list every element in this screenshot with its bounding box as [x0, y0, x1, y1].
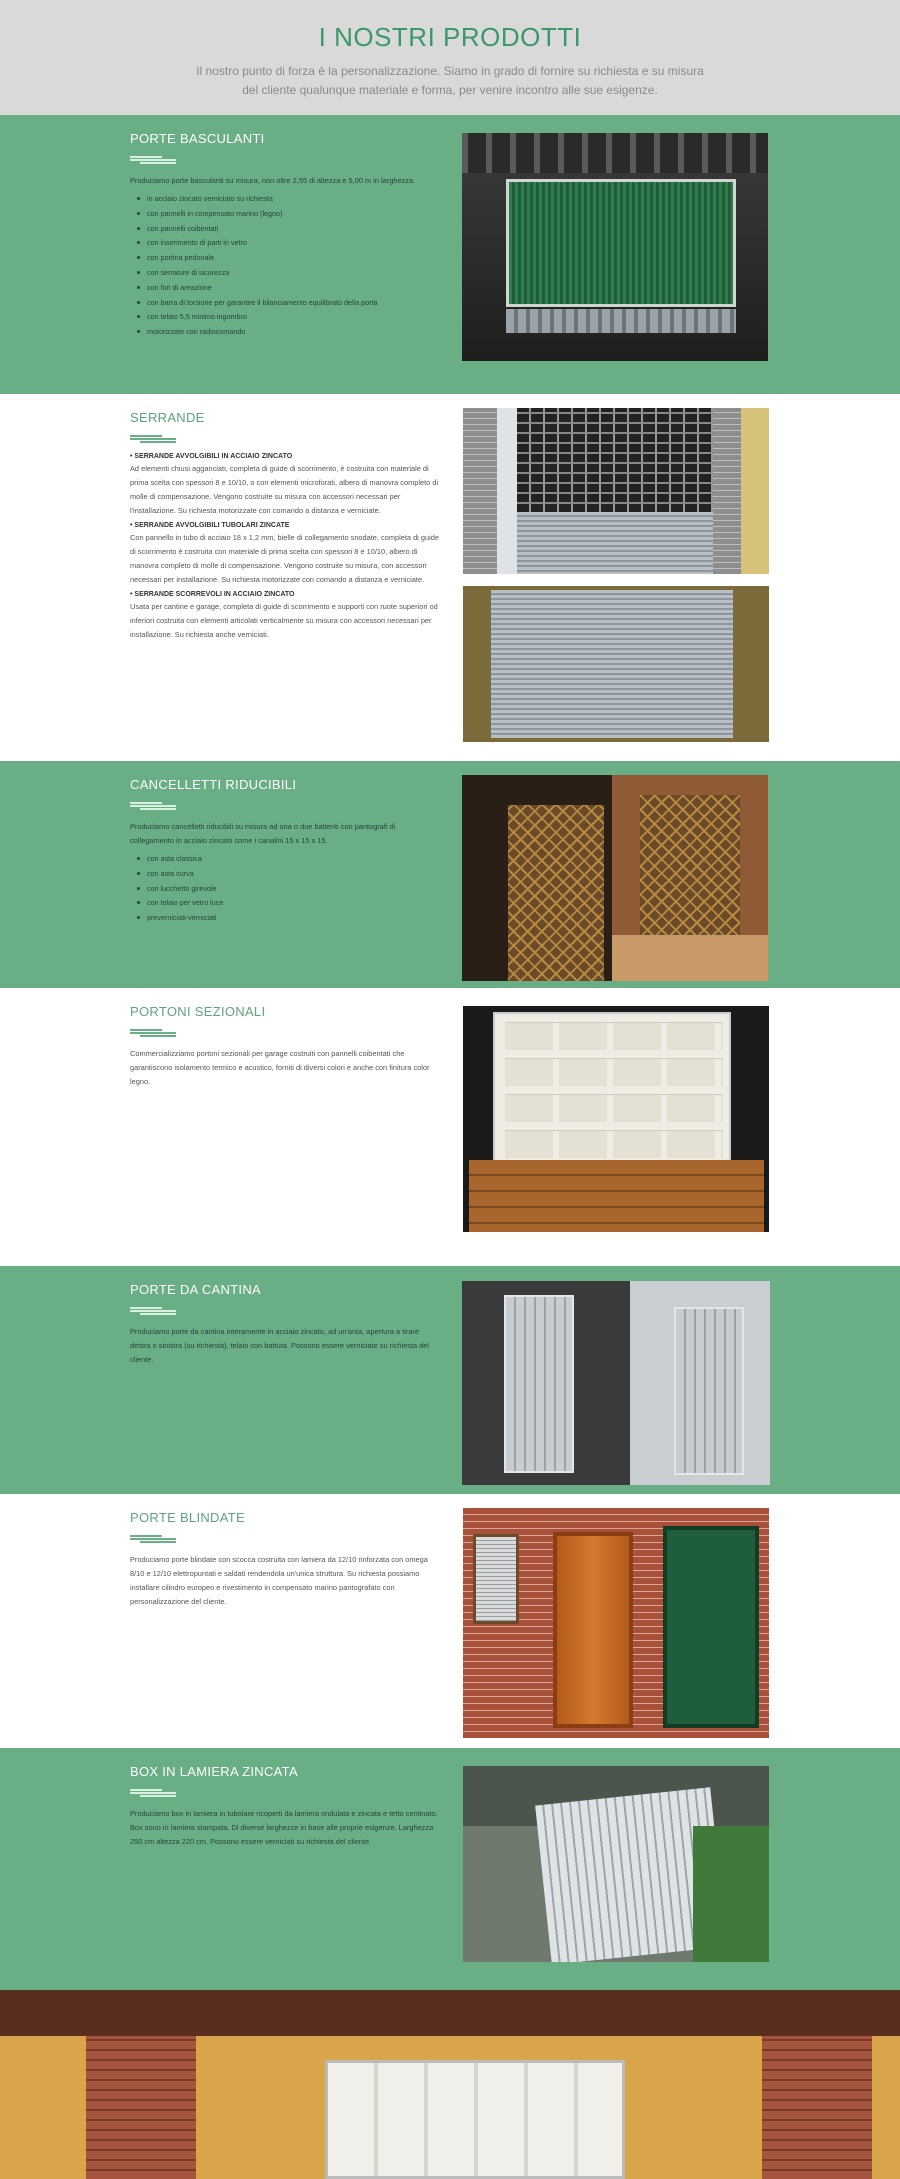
list-item: con fori di areazione [130, 281, 440, 296]
section-title: PORTE BASCULANTI [130, 131, 265, 146]
section-text: Produciamo porte da cantina interamente in acciaio zincato, ad un'anta, apertura a tirare destra o sinistra (su richiesta), telaio con battuta. Possono essere verniciate su richiesta del cliente. [130, 1327, 430, 1364]
page-title: I NOSTRI PRODOTTI [318, 22, 582, 52]
title-underline-icon [130, 1535, 178, 1543]
cancelletto-photo [462, 775, 768, 981]
porta-blindata-photo [463, 1508, 769, 1738]
section-text: Usata per cantine e garage, completa di guide di scorrimento e supporti con ruote superiori od inferiori costruita con elementi articolati verticalmente su misura con accessori necessari per installazione. Su richiesta anche verniciati. [130, 602, 438, 639]
title-underline-icon [130, 435, 178, 443]
portone-sezionale-photo [463, 1006, 769, 1232]
section-title: PORTONI SEZIONALI [130, 1004, 266, 1019]
list-item: con telaio per vetro luce [130, 896, 440, 911]
list-item: con barra di torsione per garantire il bilanciamento equilibrato della porta [130, 296, 440, 311]
section-text: Produciamo box in lamiera in tubolare ricoperti da lamiera ondulata e zincata e tetto centinato. Box sono in lamiera stampata. Di diverse larghezze in base alle proprie esigenze. Larghezza 250 cm altezza 220 cm. Possono essere verniciati su richiesta del cliente. [130, 1809, 438, 1846]
section-title: PORTE DA CANTINA [130, 1282, 261, 1297]
title-underline-icon [130, 156, 178, 164]
section-text: Con pannello in tubo di acciaio 18 x 1,2 mm, bielle di collegamento snodate, completa di guide di scorrimento è costruita con materiale di prima scelta con spessori 8 e 10/10, albero di manovra completo di molle di compensazione. Vengono costruite su misura, con accessori necessari per installazione. Su richiesta motorizzate con comando a distanza e verniciate. [130, 533, 439, 584]
products-header [0, 0, 900, 115]
list-item: preverniciati-verniciati [130, 911, 440, 926]
page-subtitle: Il nostro punto di forza è la personalizzazione. Siamo in grado di fornire su richiesta e su misura del cliente qualunque materiale e forma, per venire incontro alle sue esigenze. [196, 64, 704, 97]
feature-list [130, 852, 440, 926]
section-text: Commercializziamo portoni sezionali per garage costruiti con pannelli coibentati che garantiscono isolamento termico e acustico, forniti di diversi colori e anche con finitura color legno. [130, 1049, 430, 1086]
footer-garage-photo [0, 1990, 900, 2179]
serranda-photo-2 [463, 586, 769, 742]
section-portoni-sezionali [0, 988, 900, 1266]
list-item: con portina pedonale [130, 251, 440, 266]
section-title: BOX IN LAMIERA ZINCATA [130, 1764, 298, 1779]
box-lamiera-photo [463, 1766, 769, 1968]
list-item: con pannelli in compensato marino (legno) [130, 207, 440, 222]
title-underline-icon [130, 1029, 178, 1037]
subheading: • SERRANDE SCORREVOLI IN ACCIAIO ZINCATO [130, 591, 295, 598]
list-item: con telaio 5,5 minimo ingombro [130, 310, 440, 325]
list-item: con lucchetto girevole [130, 882, 440, 897]
section-porte-da-cantina [0, 1266, 900, 1494]
section-text: Produciamo porte blindate con scocca costruita con lamiera da 12/10 rinforzata con omega 8/10 e 12/10 elettropuntati e saldati rendendola un'unica struttura. Su richiesta possiamo installare cilindro europeo e rivestimento in compensato marino pantografato con personalizzazione del cliente. [130, 1555, 428, 1606]
section-porte-blindate [0, 1494, 900, 1748]
section-porte-basculanti [0, 115, 900, 394]
section-title: SERRANDE [130, 410, 205, 425]
list-item: in acciaio zincato verniciato su richiesta [130, 192, 440, 207]
section-cancelletti-riducibili [0, 761, 900, 988]
title-underline-icon [130, 1307, 178, 1315]
section-text: Ad elementi chiusi agganciati, completa di guide di scorrimento, è costruita con materiale di prima scelta con spessori 8 e 10/10, o con elementi microforati, albero di manovra completo di molle di compensazione. Vengono costruite su misura con accessori necessari per l'installazione. Su richiesta motorizzate con comando a distanza e verniciate. [130, 464, 439, 515]
list-item: con inserimento di parti in vetro [130, 236, 440, 251]
list-item: con asta curva [130, 867, 440, 882]
title-underline-icon [130, 1789, 178, 1797]
subheading: • SERRANDE AVVOLGIBILI IN ACCIAIO ZINCATO [130, 453, 293, 460]
section-title: CANCELLETTI RIDUCIBILI [130, 777, 297, 792]
basculante-photo [462, 133, 768, 361]
subheading: • SERRANDE AVVOLGIBILI TUBOLARI ZINCATE [130, 522, 290, 529]
serranda-photo-1 [463, 408, 769, 574]
title-underline-icon [130, 802, 178, 810]
list-item: con serrature di sicurezza [130, 266, 440, 281]
section-serrande [0, 394, 900, 761]
section-box-lamiera-zincata [0, 1748, 900, 1998]
list-item: motorizzate con radiocomando [130, 325, 440, 340]
section-title: PORTE BLINDATE [130, 1510, 245, 1525]
feature-list [130, 192, 440, 340]
list-item: con pannelli coibentati [130, 222, 440, 237]
section-text: Produciamo porte basculanti su misura, non oltre 2,55 di altezza e 5,00 m in larghezza. [130, 176, 416, 185]
section-text: Produciamo cancelletti riducibili su misura ad una o due battenti con pantografi di collegamento in acciaio zincato come i canalini 15 x 15 x 15. [130, 822, 396, 845]
porta-cantina-photo [462, 1281, 770, 1485]
list-item: con asta classica [130, 852, 440, 867]
